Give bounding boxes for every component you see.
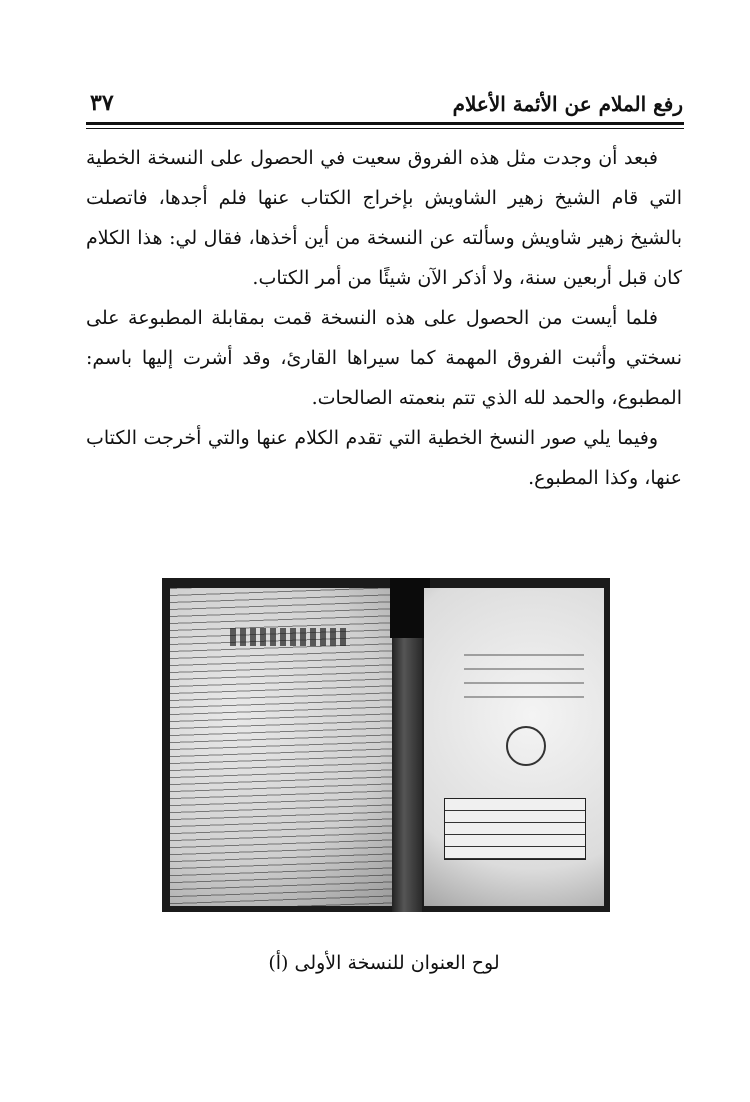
manuscript-right-page	[424, 588, 604, 906]
header-rule-thin	[86, 128, 684, 129]
stamp-icon	[506, 726, 546, 766]
body-text	[86, 138, 682, 498]
manuscript-right-text	[464, 648, 584, 698]
paragraph-1: فبعد أن وجدت مثل هذه الفروق سعيت في الحصول على النسخة الخطية التي قام الشيخ زهير الشاويش بإخراج الكتاب عنها فلم أجدها، فاتصلت بالشيخ زهير شاويش وسألته عن النسخة من أين أخذها، فقال لي: هذا الكلام كان قبل أربعين سنة، ولا أذكر الآن شيئًا من أمر الكتاب.	[86, 147, 682, 289]
page-header	[88, 88, 683, 120]
page-number: ٣٧	[90, 90, 114, 116]
manuscript-left-page	[170, 588, 392, 906]
paragraph-2: فلما أيست من الحصول على هذه النسخة قمت بمقابلة المطبوعة على نسختي وأثبت الفروق المهمة كما سيراها القارئ، وقد أشرت إليها باسم: المطبوع، والحمد لله الذي تتم بنعمته الصالحات.	[86, 307, 682, 409]
running-title: رفع الملام عن الأئمة الأعلام	[452, 92, 683, 116]
library-label	[444, 798, 586, 860]
manuscript-title-line	[230, 628, 350, 646]
manuscript-image	[162, 578, 610, 912]
header-rule	[86, 122, 684, 125]
paragraph-3: وفيما يلي صور النسخ الخطية التي تقدم الكلام عنها والتي أخرجت الكتاب عنها، وكذا المطبوع.	[86, 427, 682, 489]
figure-caption: لوح العنوان للنسخة الأولى (أ)	[268, 952, 500, 974]
